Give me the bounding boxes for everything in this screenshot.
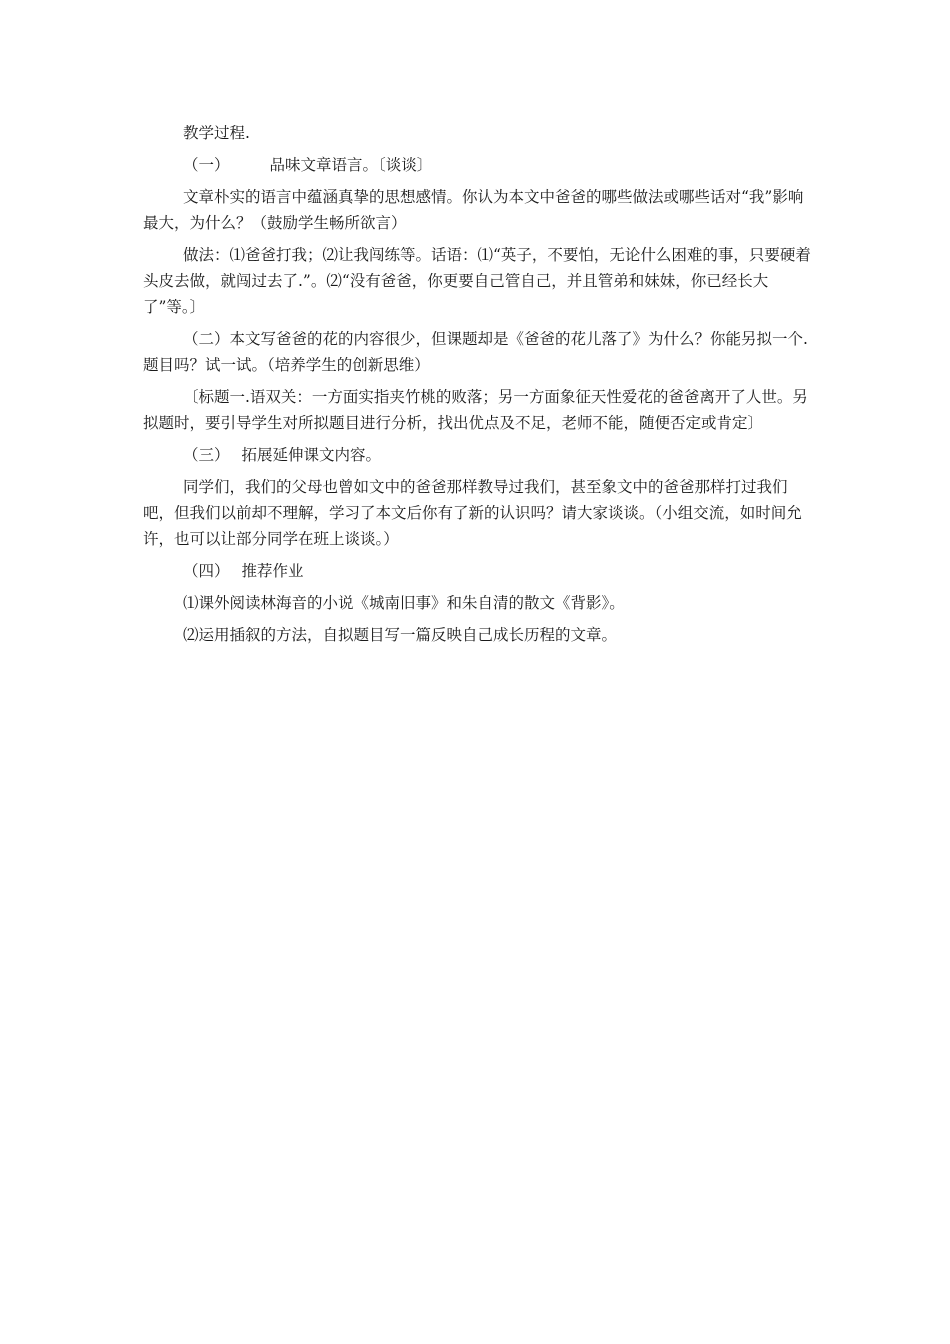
section-1-number: （一） (183, 156, 230, 174)
section-3-title: 拓展延伸课文内容。 (241, 446, 382, 464)
section-3-body: 同学们，我们的父母也曾如文中的爸爸那样教导过我们，甚至象文中的爸爸那样打过我们吧，但我们以前却不理解，学习了本文后你有了新的认识吗？请大家谈谈。（小组交流，如时间允许，也可以让部分同学在班上谈谈。） (143, 478, 802, 548)
section-2-question: （二）本文写爸爸的花的内容很少，但课题却是《爸爸的花儿落了》为什么？你能另拟一个.题目吗？试一试。（培养学生的创新思维） (143, 330, 808, 374)
section-1-heading (143, 152, 811, 178)
section-3-heading (143, 442, 811, 468)
section-4-number: （四） (183, 562, 230, 580)
section-1-question: 文章朴实的语言中蕴涵真挚的思想感情。你认为本文中爸爸的哪些做法或哪些话对“我”影响最大，为什么？（鼓励学生畅所欲言） (143, 188, 804, 232)
homework-item-1: ⑴课外阅读林海音的小说《城南旧事》和朱自清的散文《背影》。 (183, 594, 625, 612)
section-1-title: 品味文章语言。〔谈谈〕 (269, 156, 433, 174)
section-4-heading (143, 558, 811, 584)
document-title: 教学过程. (183, 124, 250, 142)
section-3-number: （三） (183, 446, 230, 464)
section-4-title: 推荐作业 (241, 562, 304, 580)
section-1-answer: 做法：⑴爸爸打我；⑵让我闯练等。话语：⑴“英子，不要怕，无论什么困难的事，只要硬着头皮去做，就闯过去了.”。⑵“没有爸爸，你更要自己管自己，并且管弟和妹妹，你已经长大了”等。〕 (143, 246, 811, 316)
document-body (143, 120, 811, 654)
section-2-answer: 〔标题一.语双关：一方面实指夹竹桃的败落；另一方面象征天性爱花的爸爸离开了人世。另拟题时，要引导学生对所拟题目进行分析，找出优点及不足，老师不能，随便否定或肯定〕 (143, 388, 808, 432)
homework-item-2: ⑵运用插叙的方法，自拟题目写一篇反映自己成长历程的文章。 (183, 626, 618, 644)
